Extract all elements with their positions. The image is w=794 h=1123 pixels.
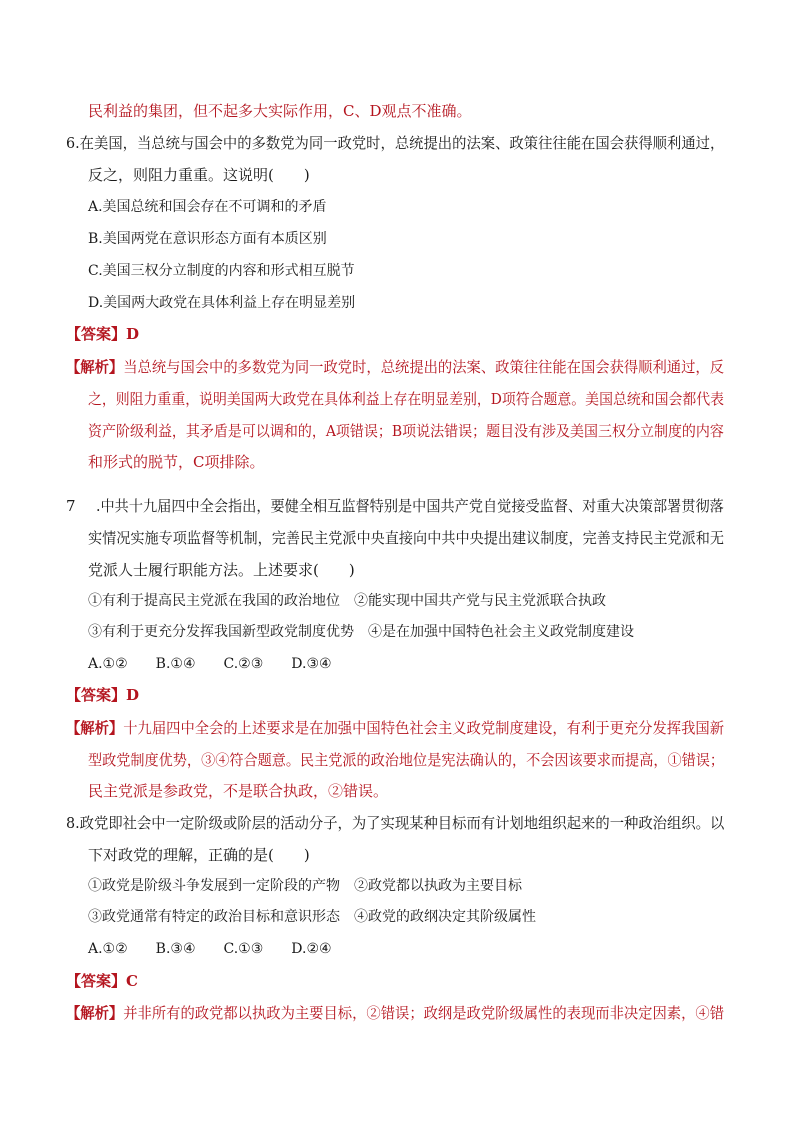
analysis-label: 【解析】 xyxy=(66,719,124,737)
question-6-analysis-line-3: 资产阶级利益，其矛盾是可以调和的，A项错误；B项说法错误；题目没有涉及美国三权分立制度的内容 xyxy=(88,422,724,440)
question-6-stem-line-1: 6.在美国，当总统与国会中的多数党为同一政党时，总统提出的法案、政策往往能在国会获得顺利通过， xyxy=(66,134,725,152)
question-7-stem-line-2: 实情况实施专项监督等机制，完善民主党派中央直接向中共中央提出建议制度，完善支持民主党派和无 xyxy=(88,529,724,547)
question-6-answer xyxy=(66,324,139,344)
question-6-option-c: C.美国三权分立制度的内容和形式相互脱节 xyxy=(88,263,355,279)
answer-value: D xyxy=(126,325,140,343)
answer-label: 【答案】 xyxy=(66,686,127,704)
question-8-answer xyxy=(66,971,138,991)
question-6-option-b: B.美国两党在意识形态方面有本质区别 xyxy=(88,231,327,247)
analysis-label: 【解析】 xyxy=(66,358,124,376)
question-7-analysis-line-3: 民主党派是参政党，不是联合执政，②错误。 xyxy=(88,782,389,800)
question-7-analysis-line-1: 【解析】十九届四中全会的上述要求是在加强中国特色社会主义政党制度建设，有利于更充分发挥我国新 xyxy=(66,719,725,737)
answer-value: C xyxy=(126,972,138,990)
question-7-statement-1: ①有利于提高民主党派在我国的政治地位 ②能实现中国共产党与民主党派联合执政 xyxy=(88,593,606,609)
question-7-stem-line-1: .中共十九届四中全会指出，要健全相互监督特别是中国共产党自觉接受监督、对重大决策部署贯彻落 xyxy=(96,497,724,515)
question-7-stem-line-3: 党派人士履行职能方法。上述要求( ) xyxy=(88,561,355,579)
question-7-number: 7 xyxy=(66,497,76,515)
question-6-option-a: A.美国总统和国会存在不可调和的矛盾 xyxy=(88,199,327,215)
question-8-choices: A.①② B.③④ C.①③ D.②④ xyxy=(88,941,332,957)
answer-label: 【答案】 xyxy=(66,972,127,990)
question-8-statement-2: ③政党通常有特定的政治目标和意识形态 ④政党的政纲决定其阶级属性 xyxy=(88,909,536,925)
prev-analysis-continuation: 民利益的集团，但不起多大实际作用，C、D观点不准确。 xyxy=(88,102,472,120)
question-8-number: 8. xyxy=(66,814,80,832)
question-7-analysis-line-2: 型政党制度优势，③④符合题意。民主党派的政治地位是宪法确认的，不会因该要求而提高，①错误； xyxy=(88,751,724,769)
question-8-stem-line-1: 8.政党即社会中一定阶级或阶层的活动分子，为了实现某种目标而有计划地组织起来的一种政治组织。以 xyxy=(66,814,725,832)
question-6-analysis-line-4: 和形式的脱节，C项排除。 xyxy=(88,453,265,471)
question-6-analysis-line-1: 【解析】当总统与国会中的多数党为同一政党时，总统提出的法案、政策往往能在国会获得顺利通过，反 xyxy=(66,358,725,376)
question-8-stem-line-2: 下对政党的理解，正确的是( ) xyxy=(88,846,310,864)
answer-value: D xyxy=(126,686,140,704)
question-8-analysis-line-1: 【解析】并非所有的政党都以执政为主要目标，②错误；政纲是政党阶级属性的表现而非决定因素，④错 xyxy=(66,1004,725,1022)
question-6-analysis-line-2: 之，则阻力重重，说明美国两大政党在具体利益上存在明显差别，D项符合题意。美国总统和国会都代表 xyxy=(88,390,725,408)
question-8-statement-1: ①政党是阶级斗争发展到一定阶段的产物 ②政党都以执政为主要目标 xyxy=(88,878,522,894)
question-6-option-d: D.美国两大政党在具体利益上存在明显差别 xyxy=(88,295,356,311)
analysis-label: 【解析】 xyxy=(66,1004,124,1022)
question-7-statement-2: ③有利于更充分发挥我国新型政党制度优势 ④是在加强中国特色社会主义政党制度建设 xyxy=(88,624,634,640)
question-7-choices: A.①② B.①④ C.②③ D.③④ xyxy=(88,656,332,672)
answer-label: 【答案】 xyxy=(66,325,127,343)
question-7-answer xyxy=(66,685,139,705)
question-6-number: 6. xyxy=(66,134,80,152)
question-6-stem-line-2: 反之，则阻力重重。这说明( ) xyxy=(88,166,310,184)
